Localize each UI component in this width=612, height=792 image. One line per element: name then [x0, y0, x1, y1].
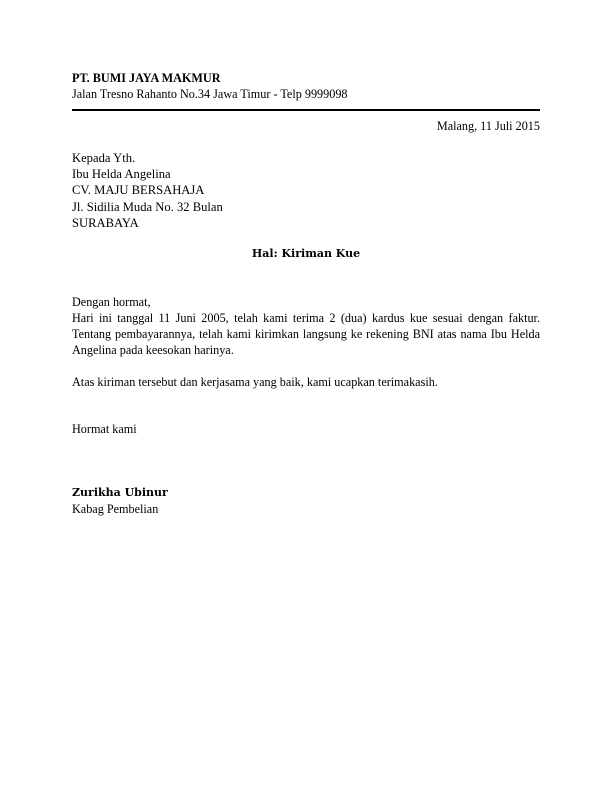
company-name: PT. BUMI JAYA MAKMUR — [72, 71, 221, 85]
letterhead-divider — [72, 109, 540, 111]
company-address: Jalan Tresno Rahanto No.34 Jawa Timur - Telp 9999098 — [72, 87, 348, 101]
signer-name: Zurikha Ubinur — [72, 486, 168, 499]
letter-page — [72, 0, 540, 792]
recipient-name: Ibu Helda Angelina — [72, 167, 171, 182]
letter-date: Malang, 11 Juli 2015 — [436, 119, 540, 133]
sign-off: Hormat kami — [72, 422, 137, 436]
closing-paragraph: Atas kiriman tersebut dan kerjasama yang baik, kami ucapkan terimakasih. — [72, 375, 438, 389]
recipient-company: CV. MAJU BERSAHAJA — [72, 183, 205, 198]
body-line: Tentang pembayarannya, telah kami kirimkan langsung ke rekening BNI atas nama Ibu Helda — [72, 327, 540, 342]
body-line: Hari ini tanggal 11 Juni 2005, telah kami terima 2 (dua) kardus kue sesuai dengan faktur. — [72, 311, 540, 325]
letter-subject: Hal: Kiriman Kue — [251, 247, 361, 260]
signer-title: Kabag Pembelian — [72, 502, 159, 516]
body-paragraph — [72, 310, 540, 359]
recipient-street: Jl. Sidilia Muda No. 32 Bulan — [72, 199, 223, 214]
recipient-salutation: Kepada Yth. — [72, 151, 136, 165]
greeting: Dengan hormat, — [72, 295, 151, 309]
body-line: Angelina pada keesokan harinya. — [72, 343, 234, 358]
recipient-city: SURABAYA — [72, 215, 139, 230]
recipient-block — [72, 150, 223, 231]
